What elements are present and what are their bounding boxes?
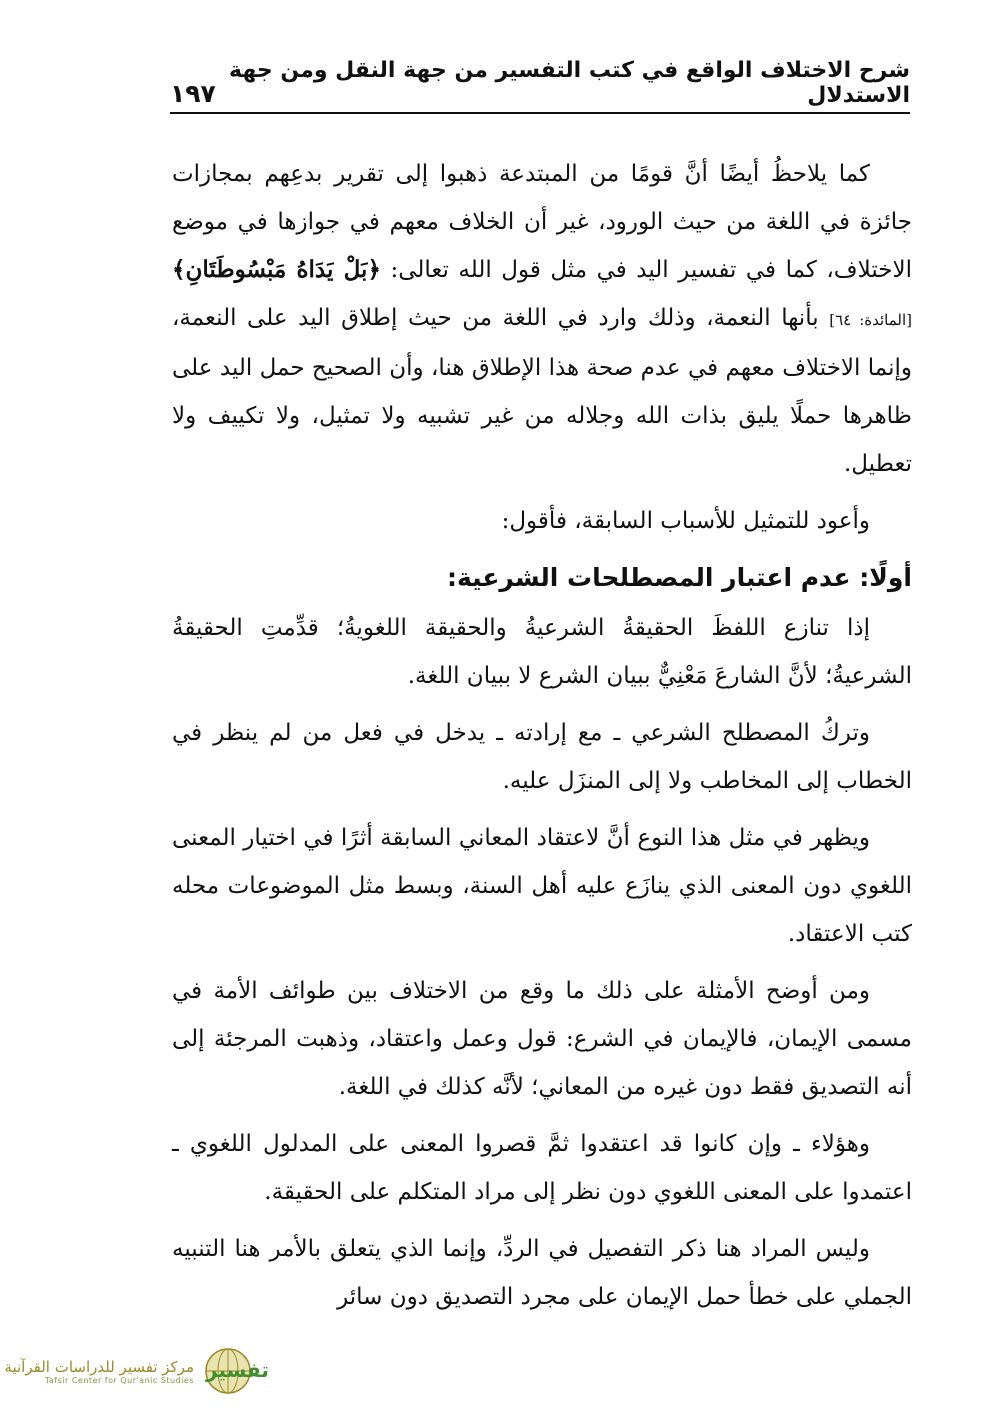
paragraph-1-part-2: بأنها النعمة، وذلك وارد في اللغة من حيث إطلاق اليد على النعمة، وإنما الاختلاف معهم في عدم صحة هذا الإطلاق هنا، وأن الصحيح حمل اليد على ظاهرها حملًا يليق بذات الله وجلاله من غير تشبيه ولا تمثيل، ولا تكييف ولا تعطيل.	[172, 305, 912, 477]
paragraph-1	[172, 150, 912, 488]
verse-reference: [المائدة: ٦٤]	[829, 311, 913, 329]
logo-english-name: Tafsir Center for Qur'anic Studies	[44, 1375, 194, 1385]
paragraph-7: وهؤلاء ـ وإن كانوا قد اعتقدوا ثمَّ قصروا المعنى على المدلول اللغوي ـ اعتمدوا على المعنى اللغوي دون نظر إلى مراد المتكلم على الحقيقة.	[172, 1131, 912, 1205]
logo-emblem-word: تفسير	[206, 1358, 269, 1382]
globe-emblem-icon	[202, 1346, 269, 1396]
logo-text-block	[4, 1358, 194, 1385]
paragraph-8: وليس المراد هنا ذكر التفصيل في الردِّ، وإنما الذي يتعلق بالأمر هنا التنبيه الجملي على خطأ حمل الإيمان على مجرد التصديق دون سائر	[172, 1236, 912, 1310]
paragraph-5: ويظهر في مثل هذا النوع أنَّ لاعتقاد المعاني السابقة أثرًا في اختيار المعنى اللغوي دون المعنى الذي ينازَع عليه أهل السنة، وبسط مثل الموضوعات محله كتب الاعتقاد.	[172, 825, 912, 947]
running-title: شرح الاختلاف الواقع في كتب التفسير من جهة النقل ومن جهة الاستدلال	[229, 58, 910, 108]
paragraph-1-part-1: كما يلاحظُ أيضًا أنَّ قومًا من المبتدعة ذهبوا إلى تقرير بدعِهم بمجازات جائزة في اللغة من حيث الورود، غير أن الخلاف معهم في جوازها في موضع الاختلاف، كما في تفسير اليد في مثل قول الله تعالى:	[172, 161, 912, 283]
paragraph-2: وأعود للتمثيل للأسباب السابقة، فأقول:	[501, 508, 870, 534]
quran-verse: ﴿بَلْ يَدَاهُ مَبْسُوطَتَانِ﴾	[172, 256, 381, 283]
paragraph-6: ومن أوضح الأمثلة على ذلك ما وقع من الاختلاف بين طوائف الأمة في مسمى الإيمان، فالإيمان في الشرع: قول وعمل واعتقاد، وذهبت المرجئة إلى أنه التصديق فقط دون غيره من المعاني؛ لأنَّه كذلك في اللغة.	[172, 978, 912, 1100]
logo-arabic-name: مركز تفسير للدراسات القرآنية	[4, 1357, 194, 1376]
running-header	[170, 58, 910, 114]
paragraph-4: وتركُ المصطلح الشرعي ـ مع إرادته ـ يدخل في فعل من لم ينظر في الخطاب إلى المخاطب ولا إلى المنزَل عليه.	[172, 720, 912, 794]
paragraph-3: إذا تنازع اللفظَ الحقيقةُ الشرعيةُ والحقيقة اللغويةُ؛ قدِّمتِ الحقيقةُ الشرعيةُ؛ لأنَّ الشارعَ مَعْنِيٌّ ببيان الشرع لا ببيان اللغة.	[172, 615, 912, 689]
section-heading: أولًا: عدم اعتبار المصطلحات الشرعية:	[446, 563, 912, 592]
page-number: ١٩٧	[170, 79, 216, 108]
body-text	[172, 150, 912, 1330]
tafsir-center-logo	[4, 1342, 274, 1400]
